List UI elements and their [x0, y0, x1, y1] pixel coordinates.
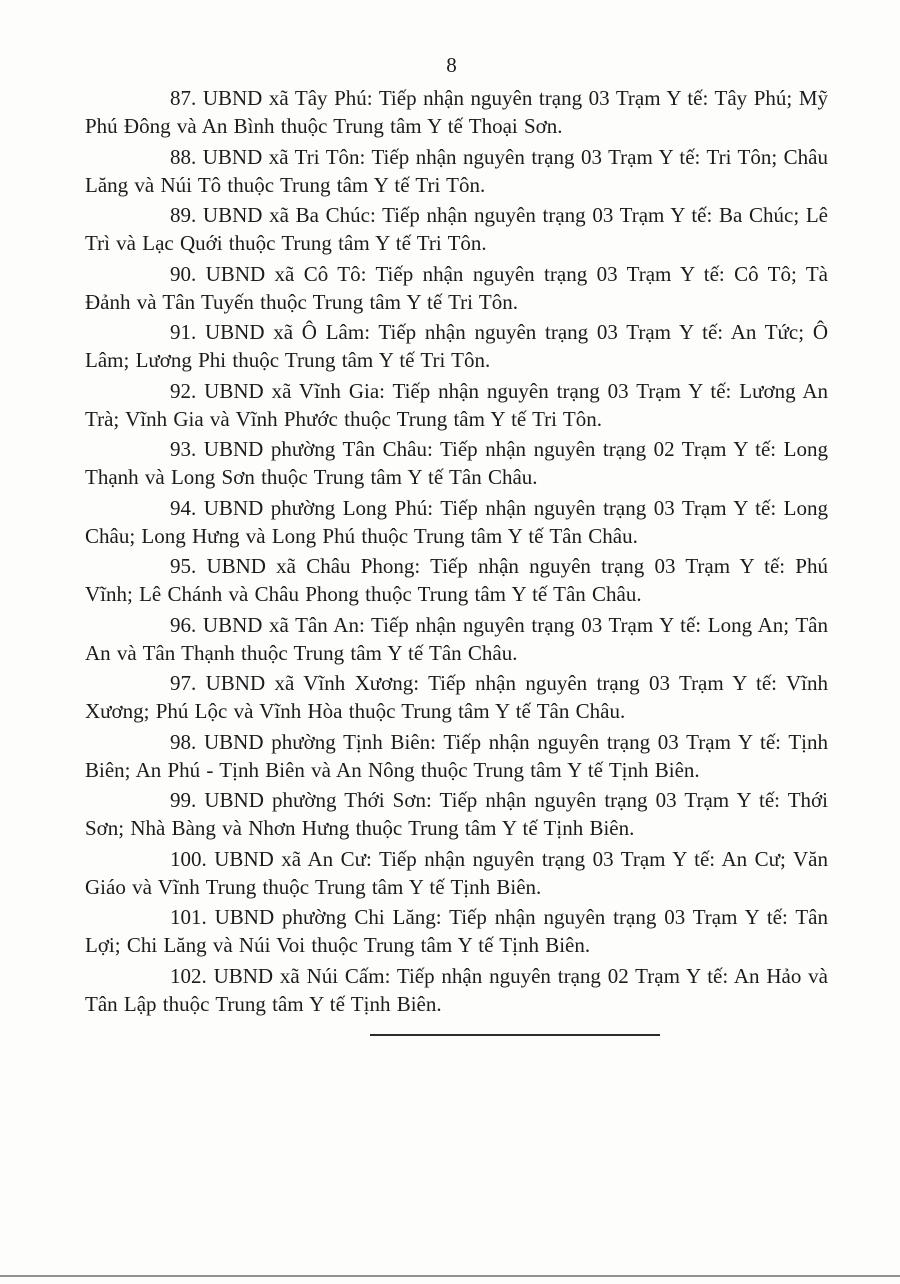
- list-item-paragraph: 87. UBND xã Tây Phú: Tiếp nhận nguyên trạng 03 Trạm Y tế: Tây Phú; Mỹ Phú Đông và An Bình thuộc Trung tâm Y tế Thoại Sơn.: [85, 86, 828, 138]
- list-item-paragraph: 94. UBND phường Long Phú: Tiếp nhận nguyên trạng 03 Trạm Y tế: Long Châu; Long Hưng và Long Phú thuộc Trung tâm Y tế Tân Châu.: [85, 495, 828, 548]
- list-item-paragraph: 89. UBND xã Ba Chúc: Tiếp nhận nguyên trạng 03 Trạm Y tế: Ba Chúc; Lê Trì và Lạc Quới thuộc Trung tâm Y tế Tri Tôn.: [85, 203, 828, 255]
- list-item-paragraph: 91. UBND xã Ô Lâm: Tiếp nhận nguyên trạng 03 Trạm Y tế: An Tức; Ô Lâm; Lương Phi thuộc Trung tâm Y tế Tri Tôn.: [85, 320, 828, 372]
- page-number: 8: [446, 53, 457, 77]
- list-item-paragraph: 88. UBND xã Tri Tôn: Tiếp nhận nguyên trạng 03 Trạm Y tế: Tri Tôn; Châu Lăng và Núi Tô thuộc Trung tâm Y tế Tri Tôn.: [85, 144, 828, 197]
- list-item-paragraph: 97. UBND xã Vĩnh Xương: Tiếp nhận nguyên trạng 03 Trạm Y tế: Vĩnh Xương; Phú Lộc và Vĩnh Hòa thuộc Trung tâm Y tế Tân Châu.: [85, 671, 828, 723]
- list-item-paragraph: 102. UBND xã Núi Cấm: Tiếp nhận nguyên trạng 02 Trạm Y tế: An Hảo và Tân Lập thuộc Trung tâm Y tế Tịnh Biên.: [85, 963, 828, 1016]
- list-item-paragraph: 90. UBND xã Cô Tô: Tiếp nhận nguyên trạng 03 Trạm Y tế: Cô Tô; Tà Đảnh và Tân Tuyến thuộc Trung tâm Y tế Tri Tôn.: [85, 261, 828, 314]
- list-item-paragraph: 96. UBND xã Tân An: Tiếp nhận nguyên trạng 03 Trạm Y tế: Long An; Tân An và Tân Thạnh thuộc Trung tâm Y tế Tân Châu.: [85, 612, 828, 665]
- scan-edge-line: [0, 1275, 900, 1277]
- end-of-document-divider: [370, 1034, 660, 1036]
- list-item-paragraph: 92. UBND xã Vĩnh Gia: Tiếp nhận nguyên trạng 03 Trạm Y tế: Lương An Trà; Vĩnh Gia và Vĩnh Phước thuộc Trung tâm Y tế Tri Tôn.: [85, 378, 828, 431]
- list-item-paragraph: 95. UBND xã Châu Phong: Tiếp nhận nguyên trạng 03 Trạm Y tế: Phú Vĩnh; Lê Chánh và Châu Phong thuộc Trung tâm Y tế Tân Châu.: [85, 554, 828, 606]
- document-body: [85, 84, 828, 1018]
- list-item-paragraph: 93. UBND phường Tân Châu: Tiếp nhận nguyên trạng 02 Trạm Y tế: Long Thạnh và Long Sơn thuộc Trung tâm Y tế Tân Châu.: [85, 437, 828, 489]
- list-item-paragraph: 100. UBND xã An Cư: Tiếp nhận nguyên trạng 03 Trạm Y tế: An Cư; Văn Giáo và Vĩnh Trung thuộc Trung tâm Y tế Tịnh Biên.: [85, 846, 828, 899]
- list-item-paragraph: 98. UBND phường Tịnh Biên: Tiếp nhận nguyên trạng 03 Trạm Y tế: Tịnh Biên; An Phú - Tịnh Biên và An Nông thuộc Trung tâm Y tế Tịnh Biên.: [85, 729, 828, 782]
- list-item-paragraph: 99. UBND phường Thới Sơn: Tiếp nhận nguyên trạng 03 Trạm Y tế: Thới Sơn; Nhà Bàng và Nhơn Hưng thuộc Trung tâm Y tế Tịnh Biên.: [85, 788, 828, 840]
- list-item-paragraph: 101. UBND phường Chi Lăng: Tiếp nhận nguyên trạng 03 Trạm Y tế: Tân Lợi; Chi Lăng và Núi Voi thuộc Trung tâm Y tế Tịnh Biên.: [85, 905, 828, 957]
